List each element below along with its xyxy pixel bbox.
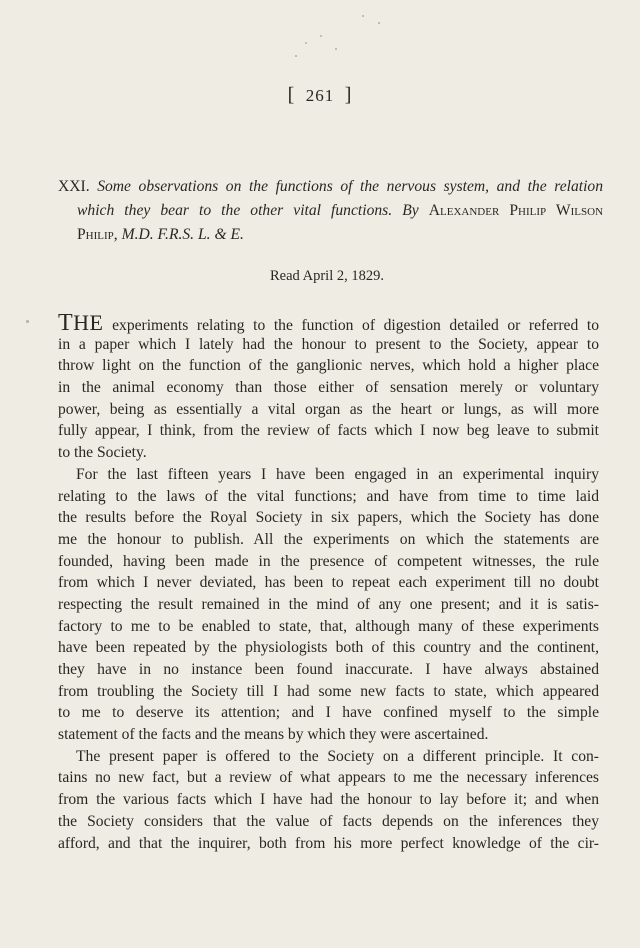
text-line: to me to deserve its attention; and I have confined myself to the simple bbox=[58, 704, 599, 722]
text-line: in the animal economy than those either of sensation merely or voluntary bbox=[58, 379, 599, 397]
paper-speck bbox=[378, 22, 380, 24]
text-line: the results before the Royal Society in six papers, which the Society has done bbox=[58, 509, 599, 527]
text-line: they have in no instance been found inaccurate. I have always abstained bbox=[58, 661, 599, 678]
text-line: THE experiments relating to the function of digestion detailed or referred to bbox=[58, 310, 599, 336]
text-line: founded, having been made in the presence of competent witnesses, the rule bbox=[58, 552, 599, 570]
heading-line-1 bbox=[58, 175, 603, 199]
text-line: tains no new fact, but a review of what appears to me the necessary inferences bbox=[58, 769, 599, 787]
author-credentials: M.D. F.R.S. L. & E. bbox=[121, 226, 244, 243]
author-name-part-2: Philip, bbox=[77, 226, 118, 243]
paper-speck bbox=[26, 320, 29, 323]
text-line: to the Society. bbox=[58, 444, 147, 462]
text-line: factory to me to be enabled to state, that, although many of these experiments bbox=[58, 617, 599, 635]
text-line: in a paper which I lately had the honour to present to the Society, appear to bbox=[58, 335, 599, 353]
text-line: from the various facts which I have had the honour to lay before it; and when bbox=[58, 791, 599, 809]
paragraph-2 bbox=[58, 464, 599, 746]
text-line: me the honour to publish. All the experiments on which the statements are bbox=[58, 530, 599, 548]
paper-speck bbox=[295, 55, 297, 57]
paper-speck bbox=[305, 42, 307, 44]
text-line: the Society considers that the value of facts depends on the inferences they bbox=[58, 812, 599, 830]
text-line: from troubling the Society till I had some new facts to state, which appeared bbox=[58, 682, 599, 700]
heading-line-3 bbox=[58, 223, 603, 247]
author-by: By bbox=[402, 202, 419, 219]
text-line: have been repeated by the physiologists both of this country and the continent, bbox=[58, 639, 599, 657]
paragraph-3 bbox=[58, 746, 599, 854]
paper-speck bbox=[335, 48, 337, 50]
article-title-part-1: Some observations on the functions of the nervous system, and the relation bbox=[97, 178, 604, 195]
text-line: throw light on the function of the ganglionic nerves, which hold a higher place bbox=[58, 357, 599, 375]
paper-speck bbox=[320, 35, 322, 37]
read-date: Read April 2, 1829. bbox=[270, 268, 384, 284]
heading-line-2 bbox=[58, 199, 603, 223]
text-line: The present paper is offered to the Society on a different principle. It con- bbox=[76, 747, 599, 765]
text-line: respecting the result remained in the mind of any one present; and it is satis- bbox=[58, 595, 599, 613]
article-number: XXI. bbox=[58, 178, 90, 195]
text-line: relating to the laws of the vital functions; and have from time to time laid bbox=[58, 487, 599, 505]
page-number-close-bracket: ] bbox=[344, 84, 353, 106]
text-line: fully appear, I think, from the review of facts which I now beg leave to submit bbox=[58, 422, 599, 440]
paragraph-1 bbox=[58, 312, 599, 464]
initial-capital-word: THE bbox=[58, 310, 104, 336]
page-number bbox=[0, 84, 640, 107]
page-number-value: 261 bbox=[305, 86, 335, 105]
author-name-part-1: Alexander Philip Wilson bbox=[428, 202, 604, 219]
text-line: afford, and that the inquirer, both from his more perfect knowledge of the cir- bbox=[58, 834, 599, 852]
page-number-open-bracket: [ bbox=[287, 84, 296, 106]
text-line: from which I never deviated, has been to repeat each experiment till no doubt bbox=[58, 574, 599, 592]
text-line: For the last fifteen years I have been engaged in an experimental inquiry bbox=[76, 465, 599, 483]
text-line: power, being as essentially a vital organ as the heart or lungs, as will more bbox=[58, 400, 599, 418]
article-heading bbox=[58, 175, 603, 247]
paper-speck bbox=[362, 15, 364, 17]
article-body bbox=[58, 312, 599, 854]
article-title-part-2: which they bear to the other vital functions. bbox=[77, 202, 393, 219]
text-line: statement of the facts and the means by which they were ascertained. bbox=[58, 726, 489, 744]
